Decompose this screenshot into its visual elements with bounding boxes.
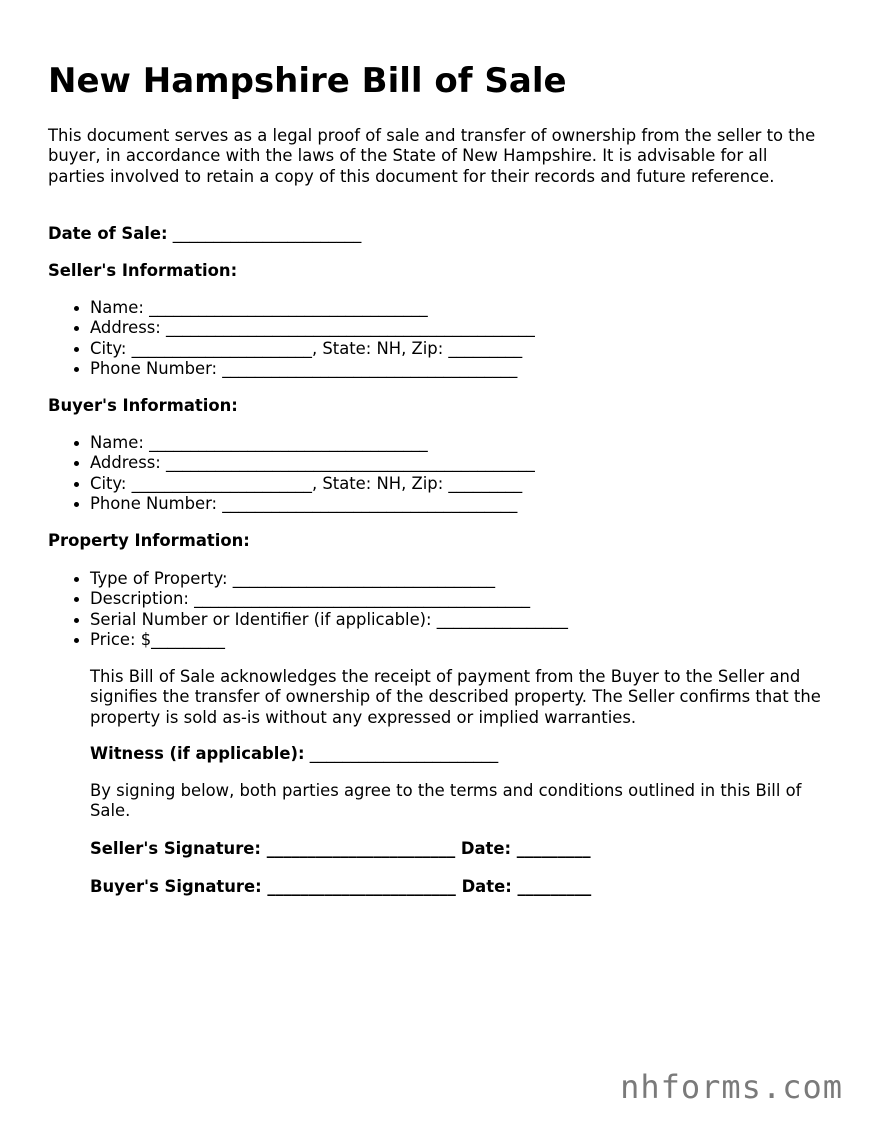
buyer-list <box>48 433 535 514</box>
seller-signature-line: Seller's Signature: _______________________ Date: _________ <box>90 839 591 858</box>
buyer-heading: Buyer's Information: <box>48 396 238 415</box>
buyer-city-item: City: ______________________, State: NH, Zip: _________ <box>48 474 535 494</box>
buyer-signature-line: Buyer's Signature: _______________________ Date: _________ <box>90 877 592 896</box>
agreement-paragraph: By signing below, both parties agree to the terms and conditions outlined in this Bill of Sale. <box>90 781 802 821</box>
seller-list <box>48 298 535 379</box>
seller-address-item: Address: _____________________________________________ <box>48 318 535 338</box>
buyer-address-item: Address: _____________________________________________ <box>48 453 535 473</box>
watermark-text: nhforms.com <box>620 1068 843 1106</box>
seller-heading: Seller's Information: <box>48 261 238 280</box>
property-description-item: Description: _________________________________________ <box>48 589 568 609</box>
document-title: New Hampshire Bill of Sale <box>48 61 567 101</box>
seller-city-item: City: ______________________, State: NH, Zip: _________ <box>48 339 535 359</box>
witness-label: Witness (if applicable): <box>90 744 305 763</box>
property-list <box>48 569 568 650</box>
buyer-name-item: Name: __________________________________ <box>48 433 535 453</box>
acknowledgement-paragraph: This Bill of Sale acknowledges the receipt of payment from the Buyer to the Seller and signifies the transfer of ownership of the described property. The Seller confirms that the property is sold as-is without any expressed or implied warranties. <box>90 667 821 727</box>
property-heading: Property Information: <box>48 531 250 550</box>
seller-name-item: Name: __________________________________ <box>48 298 535 318</box>
date-of-sale-label: Date of Sale: <box>48 224 168 243</box>
buyer-phone-item: Phone Number: ____________________________________ <box>48 494 535 514</box>
property-serial-item: Serial Number or Identifier (if applicable): ________________ <box>48 610 568 630</box>
intro-paragraph: This document serves as a legal proof of sale and transfer of ownership from the seller to the buyer, in accordance with the laws of the State of New Hampshire. It is advisable for all parties involved to retain a copy of this document for their records and future reference. <box>48 126 816 186</box>
date-of-sale-line <box>48 224 361 244</box>
property-price-item: Price: $_________ <box>48 630 568 650</box>
seller-phone-item: Phone Number: ____________________________________ <box>48 359 535 379</box>
witness-line <box>90 744 498 764</box>
witness-blank: _______________________ <box>304 744 499 763</box>
date-of-sale-blank: _______________________ <box>167 224 362 243</box>
property-type-item: Type of Property: ________________________________ <box>48 569 568 589</box>
